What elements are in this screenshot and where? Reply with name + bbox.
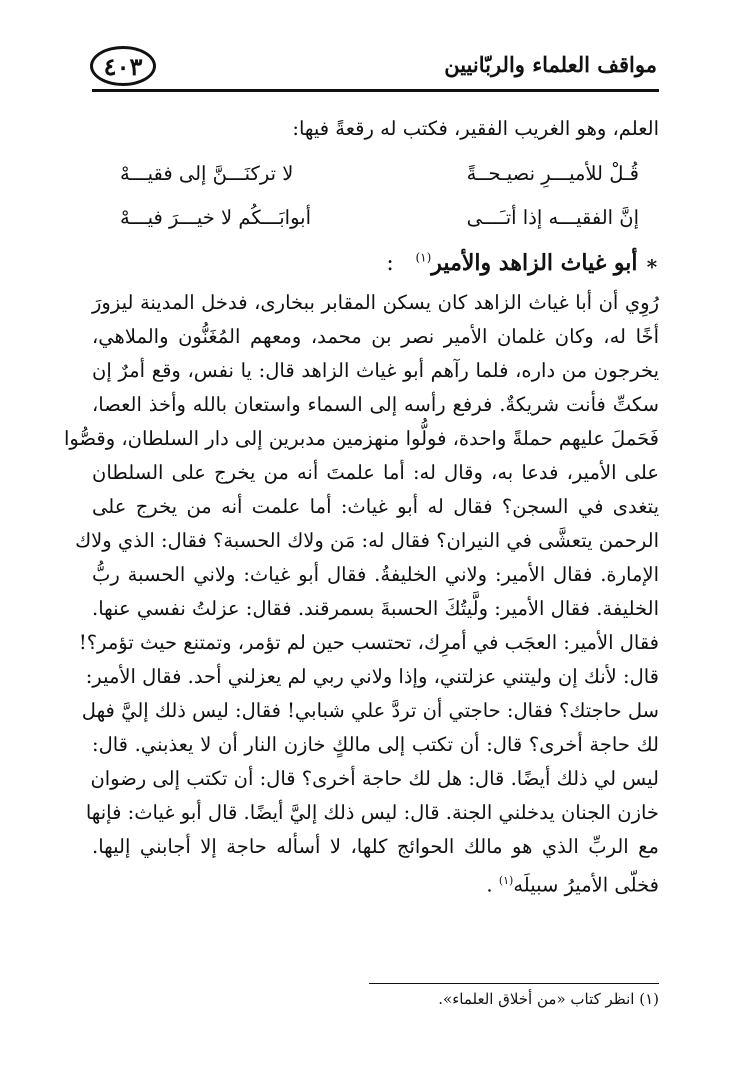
footnote-ref: (١) (415, 250, 432, 265)
paragraph-last-text: فخلّى الأميرُ سبيلَه (513, 873, 659, 897)
paragraph-line: مع الربِّ الذي هو مالك الحوائج كلها، لا أسأله حاجة إلا أجابني إليها. (92, 835, 659, 858)
paragraph-line: فقال الأمير: العجَب في أمرِك، تحتسب حين لم تؤمر، وتمتنع حيث تؤمر؟! (78, 631, 659, 654)
main-paragraph (64, 286, 659, 898)
section-heading (386, 250, 659, 276)
page-number: ٤٠٣ (90, 46, 156, 86)
paragraph-line: سكتِّ فأنت شريكةٌ. فرفع رأسه إلى السماء واستعان بالله وأخذ العصا، (92, 393, 659, 416)
poem-hemistich-second: أبوابَـــكُم لا خيـــرَ فيـــهْ (120, 206, 312, 229)
poem-hemistich-first: إنَّ الفقيـــه إذا أتـَـــى (466, 206, 639, 229)
paragraph-line: يتغدى في السجن؟ فقال له أبو غياث: أما علمت أنه من يخرج على (92, 495, 659, 518)
paragraph-last-end: . (486, 873, 499, 897)
section-heading-text: أبو غياث الزاهد والأمير (431, 250, 638, 276)
header-rule (92, 89, 659, 92)
page-header (92, 46, 659, 86)
paragraph-line: الإمارة. فقال الأمير: ولاني الخليفةُ. فقال أبو غياث: ولاني الحسبة ربُّ (92, 563, 659, 586)
poem-verse (92, 152, 659, 196)
star-icon: ∗ (645, 251, 659, 275)
paragraph-line: خازن الجنان يدخلني الجنة. قال: ليس ذلك إليَّ أيضًا. قال أبو غياث: فإنها (85, 801, 659, 824)
paragraph-line: على الأمير، فدعا به، وقال له: أما علمتَ أنه من يخرج على السلطان (92, 461, 659, 484)
paragraph-line: ليس لي ذلك أيضًا. قال: هل لك حاجة أخرى؟ قال: أن تكتب إلى رضوان (90, 767, 659, 790)
poem-hemistich-second: لا تركنَـــنَّ إلى فقيـــهْ (120, 162, 294, 185)
intro-paragraph (92, 112, 659, 146)
paragraph-line: يخرجون من داره، فلما رآهم أبو غياث الزاهد قال: يا نفس، وقع أمرٌ إن (92, 359, 659, 382)
running-title: مواقف العلماء والربّانيين (444, 52, 657, 77)
paragraph-line: أخًا له، وكان غلمان الأمير نصر بن محمد، ومعهم المُغَنُّون والملاهي، (92, 325, 659, 348)
paragraph-line: الرحمن يتعشَّى في النيران؟ فقال له: مَن ولاك الحسبة؟ فقال: الذي ولاك (75, 529, 659, 552)
footnote-ref: (١) (498, 874, 514, 887)
paragraph-line: فَحَملَ عليهم حملةً واحدة، فولُّوا منهزمين مدبرين إلى دار السلطان، وقصُّوا (64, 427, 659, 450)
intro-line: العلم، وهو الغريب الفقير، فكتب له رقعةً فيها: (292, 117, 659, 140)
footnote-rule (369, 983, 659, 984)
section-heading-colon: : (386, 251, 394, 276)
paragraph-line: رُوِي أن أبا غياث الزاهد كان يسكن المقابر ببخارى، فدخل المدينة ليزورَ (92, 291, 659, 314)
poem (92, 152, 659, 240)
paragraph-line: لك حاجة أخرى؟ قال: أن تكتب إلى مالكٍ خازن النار أن لا يعذبني. قال: (92, 733, 659, 756)
poem-hemistich-first: قُـلْ للأميـــرِ نصيـحــةً (466, 162, 639, 185)
footnote: (١) انظر كتاب «من أخلاق العلماء». (438, 990, 659, 1008)
paragraph-last-line (92, 864, 659, 898)
paragraph-line: قال: لأنك إن وليتني عزلتني، وإذا ولاني ربي لم يعزلني أحد. فقال الأمير: (85, 665, 659, 688)
poem-verse (92, 196, 659, 240)
paragraph-line: الخليفة. فقال الأمير: ولَّيتُكَ الحسبةَ بسمرقند. فقال: عزلتُ نفسي عنها. (92, 597, 659, 620)
paragraph-line: سل حاجتك؟ فقال: حاجتي أن تردَّ علي شبابي! فقال: ليس ذلك إليَّ فهل (81, 699, 659, 722)
